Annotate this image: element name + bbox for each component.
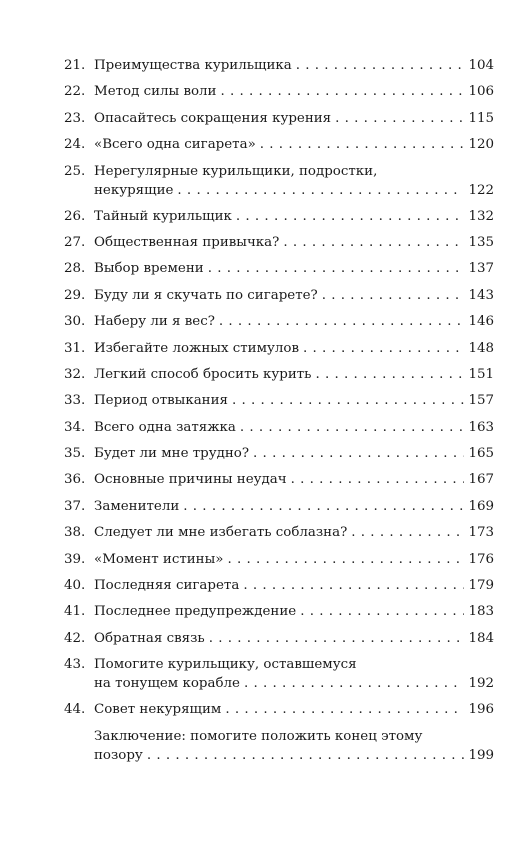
toc-entry-number: 27. [64, 234, 86, 250]
toc-entry [64, 207, 494, 233]
toc-entry-page: 157 [468, 393, 494, 409]
toc-entry-number: 28. [64, 261, 86, 277]
dot-leader [236, 207, 464, 226]
toc-entry-page: 169 [468, 498, 494, 514]
toc-entry-title: Последняя сигарета [94, 578, 240, 594]
toc-entry-title: Нерегулярные курильщики, подростки, [94, 163, 378, 179]
dot-leader [177, 181, 464, 200]
toc-entry [64, 82, 494, 108]
toc-entry-number: 43. [64, 657, 86, 673]
toc-entry [64, 655, 494, 700]
toc-entry-page: 151 [468, 366, 494, 382]
toc-entry-number: 37. [64, 498, 86, 514]
toc-entry-page: 143 [468, 287, 494, 303]
toc-entry-title: Буду ли я скучать по сигарете? [94, 287, 318, 303]
toc-entry [64, 444, 494, 470]
dot-leader [244, 674, 464, 693]
toc-entry [64, 391, 494, 417]
toc-entry-page: 115 [468, 110, 494, 126]
toc-entry-page: 104 [468, 58, 494, 73]
toc-entry-page: 167 [468, 472, 494, 488]
toc-entry [64, 550, 494, 576]
toc-entry-title: Общественная привычка? [94, 234, 280, 250]
dot-leader [219, 312, 464, 331]
toc-entry [64, 418, 494, 444]
toc-entry [64, 135, 494, 161]
toc-entry [64, 259, 494, 285]
toc-entry-number: 24. [64, 137, 86, 153]
toc-entry [64, 233, 494, 259]
toc-entry-page: 132 [468, 208, 494, 224]
toc-entry-title: Опасайтесь сокращения курения [94, 110, 332, 126]
dot-leader [283, 233, 464, 252]
toc-entry-page: 135 [468, 234, 494, 250]
toc-entry-page: 106 [468, 84, 494, 100]
dot-leader [240, 418, 464, 437]
toc-entry-title: Метод силы воли [94, 84, 217, 100]
toc-entry-title: Совет некурящим [94, 702, 222, 718]
dot-leader [303, 339, 464, 358]
toc-entry [64, 629, 494, 655]
toc-entry-title: «Всего одна сигарета» [94, 137, 256, 153]
toc-entry-number: 41. [64, 604, 86, 620]
toc-entry-number: 44. [64, 702, 86, 718]
dot-leader [232, 391, 464, 410]
dot-leader [183, 497, 464, 516]
toc-entry-title: «Момент истины» [94, 551, 224, 567]
toc-entry-page: 146 [468, 314, 494, 330]
toc-entry-page: 165 [468, 446, 494, 462]
toc-entry-number: 29. [64, 287, 86, 303]
dot-leader [253, 444, 464, 463]
toc-entry-number: 22. [64, 84, 86, 100]
toc-entry-number: 25. [64, 163, 86, 179]
dot-leader [227, 550, 464, 569]
dot-leader [209, 629, 464, 648]
toc-entry-title: Последнее предупреждение [94, 604, 297, 620]
toc-entry [64, 162, 494, 207]
toc-entry-page: 137 [468, 261, 494, 277]
dot-leader [315, 365, 464, 384]
toc-entry-title: Будет ли мне трудно? [94, 446, 250, 462]
toc-entry-title: Следует ли мне избегать соблазна? [94, 525, 348, 541]
toc-entry-title: Заменители [94, 498, 180, 514]
toc-entry [64, 365, 494, 391]
toc-entry-number: 42. [64, 630, 86, 646]
toc-entry [64, 470, 494, 496]
dot-leader [300, 602, 464, 621]
toc-entry-number: 31. [64, 340, 86, 356]
dot-leader [322, 286, 464, 305]
toc-entry-page: 196 [468, 702, 494, 718]
toc-entry-number: 34. [64, 419, 86, 435]
toc-entry-page: 148 [468, 340, 494, 356]
dot-leader [225, 700, 464, 719]
toc-entry-title: Избегайте ложных стимулов [94, 340, 299, 356]
toc-entry-number: 33. [64, 393, 86, 409]
toc-entry-title: Период отвыкания [94, 393, 228, 409]
toc-entry [64, 312, 494, 338]
toc-entry [64, 109, 494, 135]
toc-entry-number: 35. [64, 446, 86, 462]
toc-entry [64, 339, 494, 365]
toc-entry-page: 199 [468, 747, 494, 763]
toc-entry-title: Легкий способ бросить курить [94, 366, 312, 382]
table-of-contents [64, 56, 494, 772]
toc-entry-number: 39. [64, 551, 86, 567]
dot-leader [260, 135, 464, 154]
toc-entry-title: Обратная связь [94, 630, 205, 646]
dot-leader [296, 56, 464, 75]
toc-entry-page: 179 [468, 578, 494, 594]
dot-leader [220, 82, 464, 101]
toc-entry-number: 30. [64, 314, 86, 330]
dot-leader [243, 576, 464, 595]
toc-entry-title: некурящие [94, 182, 174, 198]
toc-entry-page: 122 [468, 182, 494, 198]
toc-entry-title: Помогите курильщику, оставшемуся [94, 657, 357, 673]
toc-entry-number: 38. [64, 525, 86, 541]
toc-entry-title: Всего одна затяжка [94, 419, 236, 435]
dot-leader [291, 470, 464, 489]
dot-leader [208, 259, 464, 278]
toc-entry-title: Выбор времени [94, 261, 204, 277]
toc-entry-page: 120 [468, 137, 494, 153]
toc-entry-title: позору [94, 747, 143, 763]
toc-entry [64, 56, 494, 82]
toc-entry-page: 192 [468, 676, 494, 692]
toc-entry-page: 183 [468, 604, 494, 620]
toc-entry-page: 163 [468, 419, 494, 435]
toc-entry-title: на тонущем корабле [94, 676, 240, 692]
toc-entry [64, 497, 494, 523]
toc-entry-number: 40. [64, 578, 86, 594]
toc-entry-number: 36. [64, 472, 86, 488]
toc-entry-page: 173 [468, 525, 494, 541]
toc-entry [64, 727, 494, 772]
toc-entry-number: 23. [64, 110, 86, 126]
toc-entry [64, 286, 494, 312]
dot-leader [351, 523, 464, 542]
toc-entry [64, 700, 494, 726]
toc-entry-page: 176 [468, 551, 494, 567]
toc-entry-title: Тайный курильщик [94, 208, 232, 224]
toc-entry-number: 21. [64, 58, 86, 73]
toc-entry-page: 184 [468, 630, 494, 646]
toc-entry-title: Наберу ли я вес? [94, 314, 215, 330]
toc-entry [64, 576, 494, 602]
toc-entry-number: 26. [64, 208, 86, 224]
toc-entry-title: Основные причины неудач [94, 472, 287, 488]
toc-entry-number: 32. [64, 366, 86, 382]
toc-entry-title: Заключение: помогите положить конец этому [94, 728, 423, 744]
toc-entry [64, 523, 494, 549]
toc-entry-title: Преимущества курильщика [94, 58, 292, 73]
dot-leader [147, 746, 464, 765]
dot-leader [335, 109, 464, 128]
toc-entry [64, 602, 494, 628]
